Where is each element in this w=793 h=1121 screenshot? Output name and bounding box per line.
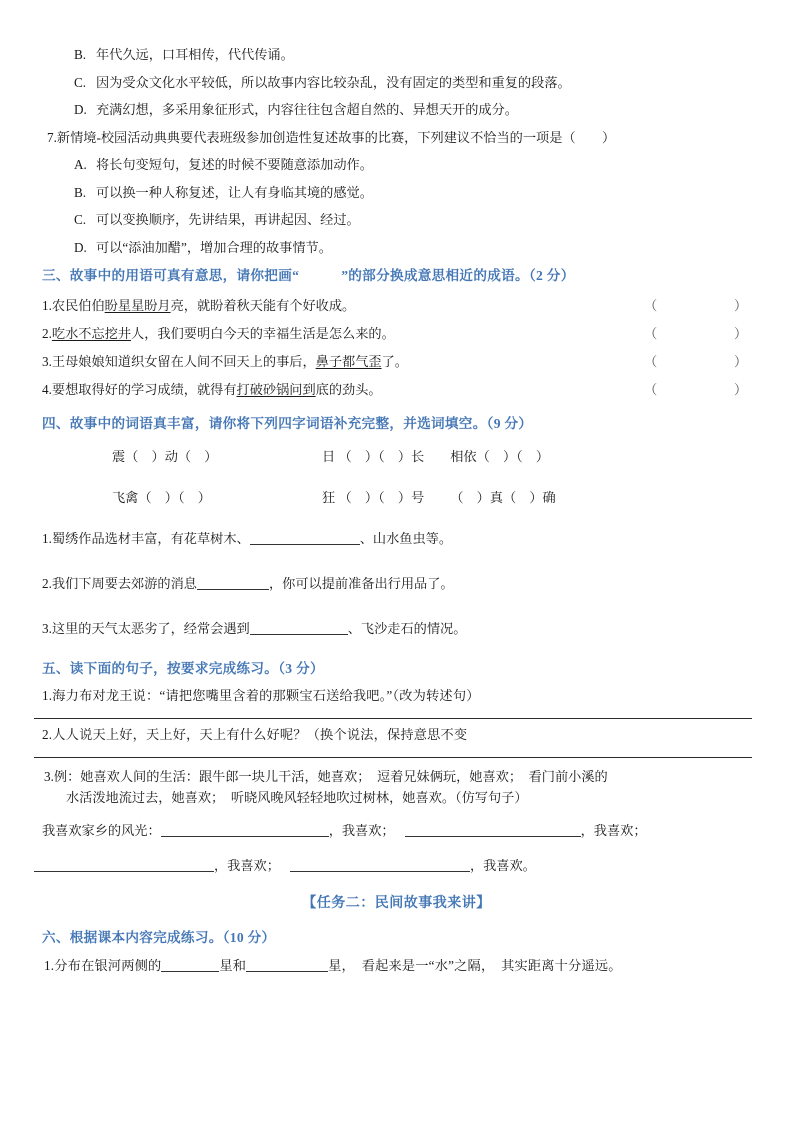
option-row [34,154,759,173]
idiom-item [34,295,759,314]
fill-num: 3. [42,621,52,636]
answer-paren-left[interactable]: （ [644,298,658,313]
option-label: D. [74,239,87,255]
example-continued: 水活泼地流过去，她喜欢； 听晓风晚风轻轻地吹过树林，她喜欢。（仿写句子） [66,789,528,805]
idiom-underlined: 鼻子都气歪 [315,354,382,369]
option-text: 年代久远，口耳相传，代代传诵。 [96,47,294,62]
word-row [34,446,759,465]
idiom-after: 亮，就盼着秋天能有个好收成。 [170,298,356,313]
task-two-band: 【任务二：民间故事我来讲】 [302,896,491,912]
imitate-sep: ，我喜欢； [580,823,647,839]
item-text-3: 星， 看起来是一“水”之隔， 其实距离十分遥远。 [328,958,622,974]
section-four-score: （9 分） [486,416,533,431]
option-text: 可以换一种人称复述，让人有身临其境的感觉。 [96,184,373,200]
answer-paren-right[interactable]: ） [734,298,748,313]
imitate-sep: ，我喜欢。 [469,858,536,874]
option-row [34,99,759,118]
idiom-before: 王母娘娘知道织女留在人间不回天上的事后， [51,354,316,369]
question-6-options [34,44,759,118]
section-six-heading-text: 六、根据课本内容完成练习。 [42,930,223,946]
section-five-item-2: 2.人人说天上好，天上好，天上有什么好呢？（换个说法，保持意思不变 [42,727,468,743]
option-row [34,182,759,201]
section-three-heading [34,264,759,284]
option-row [34,72,759,91]
answer-paren-left[interactable]: （ [644,382,658,397]
idiom-underlined: 盼星星盼月 [104,298,171,313]
idiom-item [34,351,759,370]
option-text: 将长句变短句，复述的时候不要随意添加动作。 [96,157,373,172]
fill-item [34,573,759,592]
section-five-item-1: 1.海力布对龙王说：“请把您嘴里含着的那颗宝石送给我吧。”（改为转述句） [42,688,480,703]
answer-paren-right[interactable]: ） [734,382,748,397]
idiom-num: 3. [42,354,52,369]
item-text-1: 1.分布在银河两侧的 [44,958,162,974]
idiom-before: 要想取得好的学习成绩，就得有 [51,382,237,397]
fill-text-after: 、山水鱼虫等。 [359,531,453,546]
option-row [34,209,759,228]
option-text: 可以变换顺序，先讲结果，再讲起因、经过。 [96,212,360,227]
fill-blank[interactable] [197,575,269,590]
option-label: C. [74,212,87,227]
imitate-lead: 我喜欢家乡的风光： [42,823,161,839]
fill-text-after: 、飞沙走石的情况。 [347,621,467,636]
fill-item [34,528,759,547]
idiom-after: 了。 [381,354,408,369]
question-7 [34,127,759,256]
option-row [34,44,759,63]
question-7-stem: 7.新情境-校园活动典典要代表班级参加创造性复述故事的比赛，下列建议不恰当的一项是（ ） [47,129,616,145]
option-label: D. [74,102,87,117]
word-slot[interactable]: 日 （ ）（ ）长 [322,449,425,464]
section-three-score: （2 分） [528,268,575,283]
section-three [34,264,759,398]
fill-text-before: 蜀绣作品选材丰富，有花草树木、 [51,531,250,546]
section-six [34,926,759,972]
option-label: C. [74,74,87,90]
answer-paren-right[interactable]: ） [734,326,748,341]
fill-blank[interactable] [250,620,348,635]
idiom-num: 2. [42,326,52,341]
imitate-sep: ，我喜欢； [214,858,280,874]
option-row [34,237,759,256]
answer-paren-left[interactable]: （ [644,354,658,369]
word-slot[interactable]: （ ）真（ ）确 [450,490,556,505]
word-slot[interactable]: 狂 （ ）（ ）号 [322,490,425,505]
imitate-blank[interactable] [290,857,470,872]
section-four-heading [34,412,759,432]
item-text-2: 星和 [219,958,247,974]
section-three-heading-pre: 三、故事中的用语可真有意思，请你把画“ [42,268,300,283]
fill-text-before: 这里的天气太恶劣了，经常会遇到 [51,621,250,636]
fill-blank[interactable] [250,530,360,545]
idiom-num: 4. [42,382,52,397]
section-five [34,657,759,874]
imitate-blank[interactable] [34,857,214,872]
imitate-blank[interactable] [161,822,329,837]
fill-text-after: ，你可以提前准备出行用品了。 [268,576,454,591]
fill-blank[interactable] [246,957,328,972]
word-completion-grid [34,446,759,506]
section-four-heading-text: 四、故事中的词语真丰富，请你将下列四字词语补充完整，并选词填空。 [42,416,487,431]
section-six-heading [34,926,759,946]
idiom-underlined: 吃水不忘挖井 [51,326,132,341]
answer-paren-right[interactable]: ） [734,354,748,369]
answer-paren-left[interactable]: （ [644,326,658,341]
section-four [34,412,759,637]
idiom-item [34,323,759,342]
idiom-after: 人，我们要明白今天的幸福生活是怎么来的。 [131,326,395,341]
idiom-num: 1. [42,298,52,313]
fill-text-before: 我们下周要去郊游的消息 [51,576,197,591]
idiom-underlined: 打破砂锅问到 [236,382,316,397]
fill-num: 1. [42,531,52,546]
idiom-after: 底的劲头。 [315,382,382,397]
answer-rule[interactable] [34,757,752,758]
word-slot[interactable]: 飞禽（ ）（ ） [112,490,211,505]
option-label: A. [74,157,87,172]
word-slot[interactable]: 相依（ ）（ ） [450,449,550,464]
word-row [34,487,759,506]
section-five-heading-text: 五、读下面的句子，按要求完成练习。 [42,661,279,676]
imitate-row-1 [34,820,759,839]
idiom-before: 农民伯伯 [51,298,105,313]
section-six-item-1 [34,957,759,972]
option-label: B. [74,47,87,62]
section-five-score: （3 分） [278,661,324,676]
fill-item [34,618,759,637]
option-text: 可以“添油加醋”，增加合理的故事情节。 [96,239,332,255]
fill-blank[interactable] [161,957,219,972]
imitate-blank[interactable] [405,822,581,837]
imitate-row-2 [34,855,759,874]
answer-rule[interactable] [34,718,752,719]
word-slot[interactable]: 震（ ）动（ ） [112,449,218,464]
fill-num: 2. [42,576,52,591]
idiom-item [34,379,759,398]
section-five-heading [34,657,759,677]
option-text: 充满幻想，多采用象征形式，内容往往包含超自然的、异想天开的成分。 [96,102,518,117]
option-label: B. [74,184,87,200]
section-six-score: （10 分） [222,930,276,946]
imitate-sep: ，我喜欢； [328,823,395,839]
section-three-heading-post: ”的部分换成意思相近的成语。 [341,268,529,283]
example-main: 3.例：她喜欢人间的生活：跟牛郎一块儿干活，她喜欢； 逗着兄妹俩玩，她喜欢； 看门前小溪的 [44,769,608,785]
option-text: 因为受众文化水平较低，所以故事内容比较杂乱，没有固定的类型和重复的段落。 [96,74,571,90]
section-five-item-3 [34,767,759,808]
